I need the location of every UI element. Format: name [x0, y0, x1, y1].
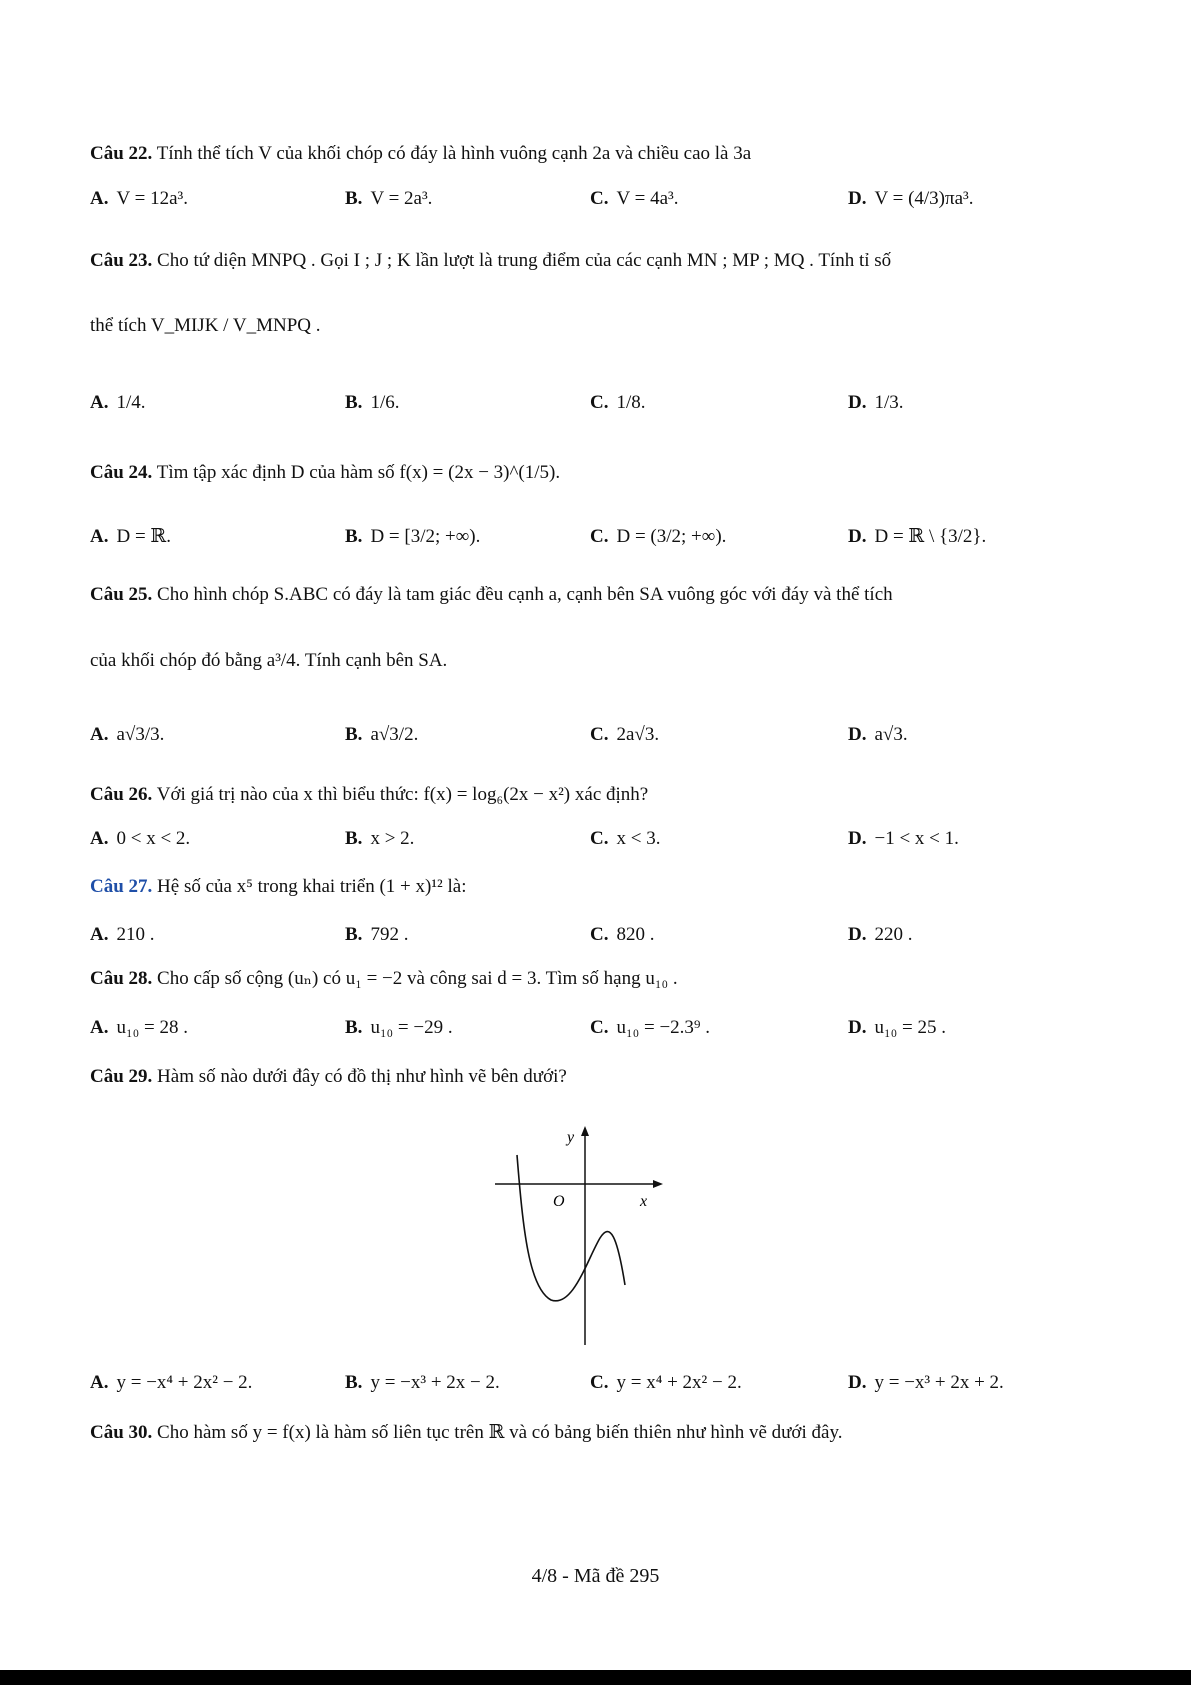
option-b: B. a√3/2. [345, 724, 419, 745]
option-b: B. 1/6. [345, 392, 400, 413]
question-text: Hệ số của x⁵ trong khai triển (1 + x)¹² là: [157, 876, 467, 897]
question-29 [90, 1064, 567, 1090]
option-c: C. u₁₀ = −2.3⁹ . [590, 1017, 711, 1038]
question-label: Câu 25. [90, 584, 153, 605]
option-a: A. a√3/3. [90, 724, 165, 745]
question-text: Cho hàm số y = f(x) là hàm số liên tục trên ℝ và có bảng biến thiên như hình vẽ dưới đây. [157, 1422, 843, 1443]
question-text: Hàm số nào dưới đây có đồ thị như hình vẽ bên dưới? [157, 1066, 567, 1087]
question-30 [90, 1420, 842, 1446]
question-label: Câu 22. [90, 143, 153, 164]
question-label: Câu 24. [90, 462, 153, 483]
option-a: A. D = ℝ. [90, 526, 171, 547]
question-label: Câu 23. [90, 250, 153, 271]
option-b: B. x > 2. [345, 828, 415, 849]
y-axis-arrow-icon [581, 1126, 589, 1136]
question-27 [90, 874, 466, 900]
option-a: A. 0 < x < 2. [90, 828, 191, 849]
question-label: Câu 26. [90, 784, 153, 805]
question-text: Cho cấp số cộng (uₙ) có u₁ = −2 và công sai d = 3. Tìm số hạng u₁₀ . [157, 968, 678, 989]
question-text: thể tích V_MIJK / V_MNPQ . [90, 315, 321, 336]
option-d: D. a√3. [848, 724, 908, 745]
option-c: C. D = (3/2; +∞). [590, 526, 727, 547]
question-text: của khối chóp đó bằng a³/4. Tính cạnh bên SA. [90, 650, 448, 671]
bottom-edge-bar [0, 1670, 1191, 1685]
question-text: Với giá trị nào của x thì biểu thức: f(x) = log₆(2x − x²) xác định? [156, 784, 649, 805]
question-22 [90, 141, 751, 167]
option-a: A. 1/4. [90, 392, 146, 413]
option-d: D. D = ℝ \ {3/2}. [848, 526, 987, 547]
option-a: A. y = −x⁴ + 2x² − 2. [90, 1372, 253, 1393]
origin-label: O [553, 1193, 565, 1210]
x-axis-label: x [640, 1193, 648, 1210]
question-label: Câu 29. [90, 1066, 153, 1087]
option-b: B. u₁₀ = −29 . [345, 1017, 453, 1038]
option-d: D. −1 < x < 1. [848, 828, 959, 849]
option-c: C. 1/8. [590, 392, 646, 413]
x-axis-arrow-icon [653, 1180, 663, 1188]
question-28 [90, 966, 678, 992]
option-b: B. V = 2a³. [345, 188, 433, 209]
question-label: Câu 28. [90, 968, 153, 989]
question-label: Câu 27. [90, 876, 153, 897]
option-d: D. V = (4/3)πa³. [848, 188, 974, 209]
option-c: C. y = x⁴ + 2x² − 2. [590, 1372, 742, 1393]
question-23-line2 [90, 313, 320, 339]
option-a: A. u₁₀ = 28 . [90, 1017, 188, 1038]
option-a: A. 210 . [90, 924, 155, 945]
y-axis-label: y [567, 1129, 575, 1146]
option-c: C. 820 . [590, 924, 655, 945]
option-d: D. u₁₀ = 25 . [848, 1017, 946, 1038]
option-c: C. x < 3. [590, 828, 661, 849]
question-23 [90, 248, 891, 274]
function-curve [517, 1155, 625, 1301]
function-graph [495, 1110, 665, 1350]
question-26 [90, 782, 648, 808]
page-footer: 4/8 - Mã đề 295 [531, 1565, 660, 1587]
question-label: Câu 30. [90, 1422, 153, 1443]
question-text: Tính thể tích V của khối chóp có đáy là hình vuông cạnh 2a và chiều cao là 3a [156, 143, 752, 164]
option-b: B. D = [3/2; +∞). [345, 526, 481, 547]
question-24 [90, 460, 560, 486]
option-b: B. 792 . [345, 924, 409, 945]
question-text: Cho tứ diện MNPQ . Gọi I ; J ; K lần lượt là trung điểm của các cạnh MN ; MP ; MQ . Tính tỉ số [157, 250, 892, 271]
option-c: C. 2a√3. [590, 724, 660, 745]
option-c: C. V = 4a³. [590, 188, 679, 209]
option-d: D. y = −x³ + 2x + 2. [848, 1372, 1004, 1393]
question-25-line2 [90, 648, 447, 674]
question-text: Cho hình chóp S.ABC có đáy là tam giác đều cạnh a, cạnh bên SA vuông góc với đáy và thể tích [157, 584, 893, 605]
option-b: B. y = −x³ + 2x − 2. [345, 1372, 500, 1393]
option-d: D. 1/3. [848, 392, 904, 413]
question-text: Tìm tập xác định D của hàm số f(x) = (2x − 3)^(1/5). [156, 462, 561, 483]
option-d: D. 220 . [848, 924, 913, 945]
option-a: A. V = 12a³. [90, 188, 188, 209]
question-25 [90, 582, 893, 608]
